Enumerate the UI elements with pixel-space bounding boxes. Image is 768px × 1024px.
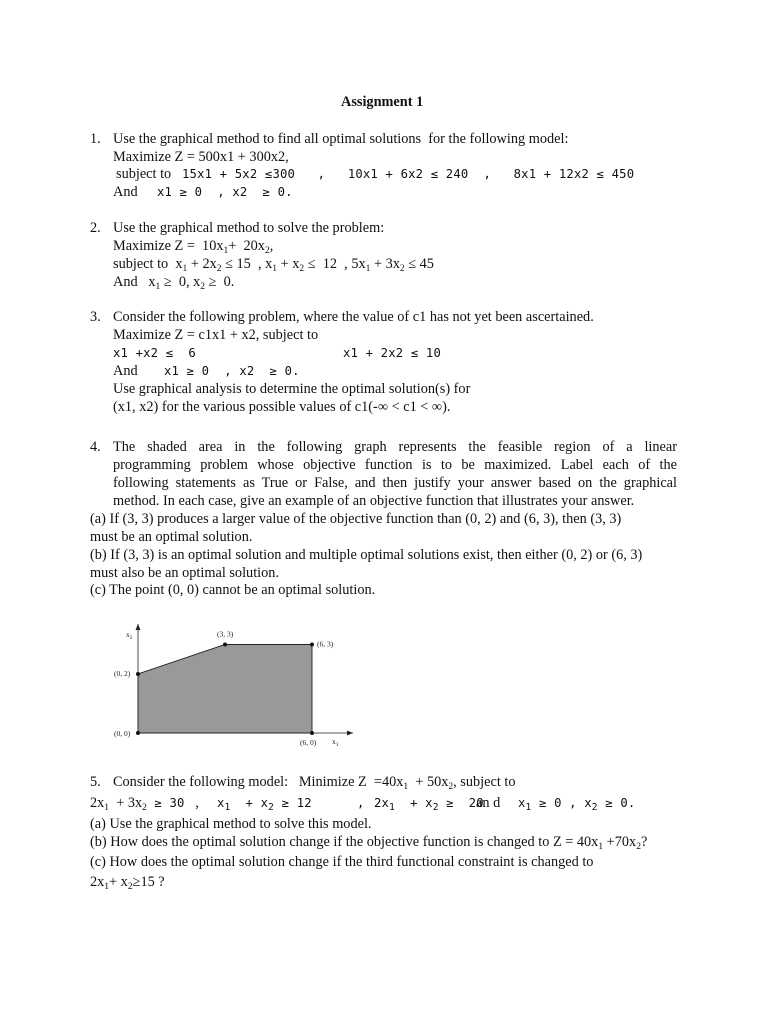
- vertex-label: (6, 3): [317, 639, 334, 649]
- feasible-region-graph: [108, 618, 358, 754]
- page-title: Assignment 1: [341, 94, 424, 110]
- q4-number: 4.: [90, 439, 101, 455]
- q4-line-2: programming problem whose objective function is to be maximized. Label each of the: [113, 457, 677, 473]
- q3-objective: Maximize Z = c1x1 + x2, subject to: [113, 327, 319, 343]
- vertex-point: [223, 643, 227, 647]
- q5-part-b: (b) How does the optimal solution change if the objective function is changed to $Z = 40x_1 +70x_2$?: [90, 834, 648, 852]
- q2-nonnegativity: And $x_1 \ge 0$, $x_2 \ge 0$.: [113, 274, 235, 292]
- x-axis-arrow: [347, 731, 353, 736]
- vertex-label: (0, 2): [114, 669, 131, 678]
- q5-part-c-cont: $2x_1+ x_2\ge 15$ ?: [90, 874, 165, 892]
- q1-objective: Maximize Z = 500x1 + 300x2,: [113, 149, 289, 165]
- vertex-point: [310, 643, 314, 647]
- q5-number: 5.: [90, 774, 101, 790]
- q4-statement-b: (b) If (3, 3) is an optimal solution and multiple optimal solutions exist, then either (0, 2) or (6, 3): [90, 547, 643, 563]
- x-axis-label: $x_1$: [332, 737, 339, 748]
- vertex-point: [136, 731, 140, 735]
- q3-number: 3.: [90, 309, 101, 325]
- q4-line-3: following statements as True or False, and then justify your answer based on the graphical: [113, 475, 677, 491]
- q3-nonnegativity: x1 ≥ 0 , x2 ≥ 0.: [164, 364, 300, 378]
- vertex-label: (6, 0): [300, 738, 317, 747]
- q1-number: 1.: [90, 131, 101, 147]
- q4-statement-c: (c) The point (0, 0) cannot be an optimal solution.: [90, 582, 376, 598]
- q3-and: And: [113, 363, 138, 379]
- vertex-label: (0, 0): [114, 729, 131, 738]
- q4-line-1: The shaded area in the following graph represents the feasible region of a linear: [113, 439, 677, 455]
- q1-subject-to: subject to: [116, 166, 172, 182]
- q1-nonnegativity: x1 ≥ 0 , x2 ≥ 0.: [157, 185, 293, 199]
- y-axis-arrow: [136, 624, 141, 630]
- q2-objective: Maximize $Z = 10x_1+ 20x_2$,: [113, 238, 274, 256]
- q4-statement-b-cont: must also be an optimal solution.: [90, 565, 280, 581]
- vertex-label: (3, 3): [217, 629, 234, 639]
- q1-constraints: 15x1 + 5x2 ≤300 , 10x1 + 6x2 ≤ 240 , 8x1 + 12x2 ≤ 450: [182, 167, 635, 181]
- q3-analysis: Use graphical analysis to determine the optimal solution(s) for: [113, 381, 471, 397]
- q4-line-4: method. In each case, give an example of an objective function that illustrates your answer.: [113, 493, 635, 509]
- q5-constraint-3: $2x_1 + x_2 \ge 20$: [374, 796, 484, 813]
- q3-constraint-1: x1 +x2 ≤ 6: [113, 346, 196, 360]
- q2-text: Use the graphical method to solve the problem:: [113, 220, 385, 236]
- feasible-region: [138, 645, 312, 734]
- q5-and: an d: [476, 795, 501, 811]
- q1-and: And: [113, 184, 138, 200]
- q3-constraint-2: x1 + 2x2 ≤ 10: [343, 346, 441, 360]
- q5-part-a: (a) Use the graphical method to solve this model.: [90, 816, 372, 832]
- q5-text: Consider the following model: Minimize $Z =40x_1 + 50x_2$, subject to: [113, 774, 516, 792]
- q5-part-c: (c) How does the optimal solution change if the third functional constraint is changed to: [90, 854, 594, 870]
- vertex-point: [310, 731, 314, 735]
- q4-statement-a-cont: must be an optimal solution.: [90, 529, 253, 545]
- vertex-point: [136, 672, 140, 676]
- q3-text: Consider the following problem, where the value of c1 has not yet been ascertained.: [113, 309, 594, 325]
- q2-constraints: subject to $x_1 + 2x_2 \le 15$ , $x_1 + x_2 \le 12$ , $5x_1 + 3x_2 \le 45$: [113, 256, 434, 274]
- q5-constraint-1: $2x_1 + 3x_2 \ge 30$ ,: [90, 795, 199, 813]
- q5-nonnegativity: $x_1 \ge 0$ , $x_2 \ge 0$.: [518, 796, 636, 813]
- q2-number: 2.: [90, 220, 101, 236]
- q4-statement-a: (a) If (3, 3) produces a larger value of the objective function than (0, 2) and (6, 3), then (3, 3): [90, 511, 622, 527]
- q5-constraint-2: $x_1 + x_2 \ge 12$ ,: [217, 796, 365, 813]
- q3-analysis-range: (x1, x2) for the various possible values of c1(-∞ < c1 < ∞).: [113, 399, 451, 415]
- q1-text: Use the graphical method to find all optimal solutions for the following model:: [113, 131, 569, 147]
- y-axis-label: $x_2$: [126, 630, 133, 641]
